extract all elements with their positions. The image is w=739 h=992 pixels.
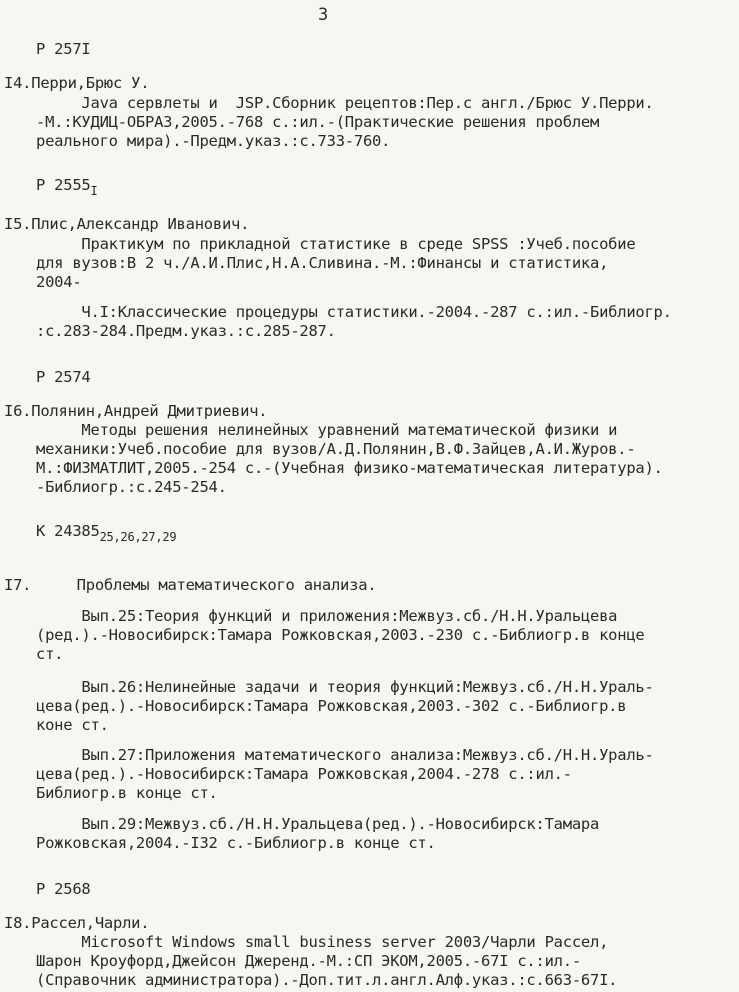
- entry-number: I8.: [4, 914, 32, 932]
- entry-line: 2004-: [36, 273, 82, 291]
- shelf-mark-sub: I: [90, 184, 98, 198]
- entry-heading: [4, 914, 149, 933]
- entry-line: (Справочник администратора).-Доп.тит.л.англ.Алф.указ.:с.663-67I.: [36, 971, 618, 989]
- shelf-mark: [36, 522, 176, 542]
- entry-heading: [4, 74, 149, 93]
- entry-author: Плис,Александр Иванович.: [31, 215, 250, 233]
- entry-line: -Библиогр.:с.245-254.: [36, 478, 227, 496]
- shelf-mark: Р 2568: [36, 880, 91, 898]
- entry-part-line: :с.283-284.Предм.указ.:с.285-287.: [36, 322, 336, 340]
- shelf-mark: [36, 176, 97, 196]
- entry-number: I4.: [4, 74, 32, 92]
- entry-line: Java сервлеты и JSP.Сборник рецептов:Пер.с англ./Брюс У.Перри.: [36, 94, 654, 112]
- entry-line: Практикум по прикладной статистике в среде SPSS :Учеб.пособие: [36, 235, 636, 253]
- issue-line: Библиогр.в конце ст.: [36, 784, 218, 802]
- issue-line: ст.: [36, 645, 64, 663]
- entry-number: I5.: [4, 215, 32, 233]
- entry-author: Перри,Брюс У.: [31, 74, 150, 92]
- entry-line: М.:ФИЗМАТЛИТ,2005.-254 с.-(Учебная физико-математическая литература).: [36, 459, 663, 477]
- issue-line: (ред.).-Новосибирск:Тамара Рожковская,2003.-230 с.-Библиогр.в конце: [36, 626, 645, 644]
- shelf-mark: Р 2574: [36, 368, 91, 386]
- entry-line: Шарон Кроуфорд,Джейсон Джеренд.-М.:СП ЭКОМ,2005.-67I с.:ил.-: [36, 952, 581, 970]
- shelf-mark: Р 257I: [36, 40, 91, 58]
- entry-author: Рассел,Чарли.: [31, 914, 150, 932]
- issue-line: Рожковская,2004.-I32 с.-Библиогр.в конце ст.: [36, 834, 436, 852]
- entry-line: Microsoft Windows small business server 2003/Чарли Рассел,: [36, 933, 609, 951]
- entry-title: Проблемы математического анализа.: [31, 576, 377, 594]
- issue-line: Вып.27:Приложения математического анализа:Межвуз.сб./Н.Н.Ураль-: [36, 746, 654, 764]
- entry-line: для вузов:В 2 ч./А.И.Плис,Н.А.Сливина.-М.:Финансы и статистика,: [36, 254, 609, 272]
- shelf-mark-main: К 24385: [36, 522, 100, 540]
- entry-author: Полянин,Андрей Дмитриевич.: [31, 402, 268, 420]
- entry-line: Методы решения нелинейных уравнений математической физики и: [36, 421, 618, 439]
- issue-line: коне ст.: [36, 716, 109, 734]
- entry-part-line: Ч.I:Классические процедуры статистики.-2004.-287 с.:ил.-Библиогр.: [36, 303, 672, 321]
- shelf-mark-main: Р 2555: [36, 176, 91, 194]
- entry-line: реального мира).-Предм.указ.:с.733-760.: [36, 132, 391, 150]
- shelf-mark-sub: 25,26,27,29: [99, 530, 177, 544]
- entry-heading: [4, 402, 267, 421]
- issue-line: цева(ред.).-Новосибирск:Тамара Рожковская,2003.-302 с.-Библиогр.в: [36, 697, 627, 715]
- entry-heading: [4, 576, 376, 595]
- page-number: 3: [318, 5, 328, 25]
- issue-line: цева(ред.).-Новосибирск:Тамара Рожковская,2004.-278 с.:ил.-: [36, 765, 572, 783]
- entry-number: I7.: [4, 576, 32, 594]
- entry-line: -М.:КУДИЦ-ОБРАЗ,2005.-768 с.:ил.-(Практические решения проблем: [36, 113, 600, 131]
- entry-heading: [4, 215, 249, 234]
- entry-number: I6.: [4, 402, 32, 420]
- issue-line: Вып.29:Межвуз.сб./Н.Н.Уральцева(ред.).-Новосибирск:Тамара: [36, 815, 600, 833]
- entry-line: механики:Учеб.пособие для вузов/А.Д.Полянин,В.Ф.Зайцев,А.И.Журов.-: [36, 440, 636, 458]
- issue-line: Вып.26:Нелинейные задачи и теория функций:Межвуз.сб./Н.Н.Ураль-: [36, 678, 654, 696]
- issue-line: Вып.25:Теория функций и приложения:Межвуз.сб./Н.Н.Уральцева: [36, 607, 618, 625]
